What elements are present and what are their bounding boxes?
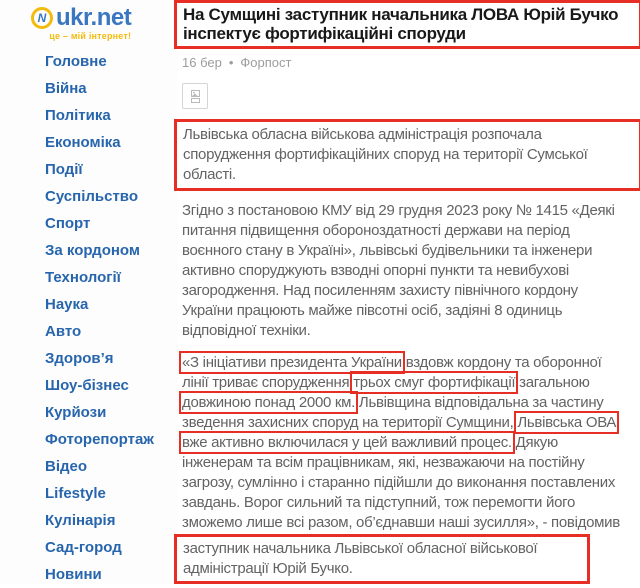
brand-logo[interactable] — [31, 6, 131, 41]
article-source-link[interactable]: Форпост — [240, 55, 292, 70]
article-line: зможемо лише всі разом, об’єднавши наші зусилля», - повідомив — [182, 514, 620, 531]
sidebar-item[interactable]: Кулінарія — [45, 512, 116, 529]
sidebar-item[interactable]: Фоторепортаж — [45, 431, 154, 448]
article-line: воєнного стану в Україні», львівські будівельники та інженери — [182, 242, 593, 259]
article-meta — [180, 55, 640, 71]
annotation-highlight: Львівська ОВА — [517, 414, 617, 431]
sidebar-item[interactable]: Авто — [45, 323, 82, 340]
article-paragraph — [182, 353, 640, 584]
sidebar-item[interactable]: Війна — [45, 80, 87, 97]
article-line: питання підвищення обороноздатності держави на період — [182, 222, 570, 239]
sidebar-item[interactable]: Події — [45, 161, 83, 178]
sidebar — [0, 0, 178, 584]
article-paragraph — [182, 201, 640, 341]
sidebar-item[interactable]: Lifestyle — [45, 485, 106, 502]
sidebar-item[interactable]: Політика — [45, 107, 111, 124]
sidebar-item[interactable]: Технології — [45, 269, 121, 286]
sidebar-item[interactable]: Здоров’я — [45, 350, 114, 367]
brand-logo-icon — [31, 7, 53, 29]
sidebar-item[interactable]: Наука — [45, 296, 89, 313]
annotation-highlight: «З ініціативи президента України — [182, 354, 402, 371]
lead-paragraph — [174, 119, 640, 191]
lead-line: Львівська обласна військова адміністрація розпочала — [183, 126, 542, 143]
article-line: загородження. Над посиленням захисту північного кордону — [182, 282, 578, 299]
article-line: Згідно з постановою КМУ від 29 грудня 2023 року № 1415 «Деякі — [182, 202, 615, 219]
article — [180, 0, 640, 584]
article-line: інженерам та всім працівникам, які, незважаючи на постійну — [182, 454, 585, 471]
article-title — [174, 0, 640, 49]
article-line: лінії триває спорудження трьох смуг фортифікації загальною — [182, 374, 590, 391]
article-line: завдань. Ворог сильний та підступний, тож перемогти його — [182, 494, 576, 511]
article-line: вже активно включилася у цей важливий процес. Дякую — [182, 434, 558, 451]
article-date: 16 бер — [182, 55, 222, 70]
article-line: України працюють майже півсотні осіб, задіяні 8 одиниць — [182, 302, 563, 319]
sidebar-item[interactable]: Спорт — [45, 215, 91, 232]
article-body — [180, 201, 640, 584]
sidebar-nav — [45, 48, 154, 588]
lead-line: спорудження фортифікаційних споруд на території Сумської — [183, 146, 588, 163]
article-line: довжиною понад 2000 км. Львівщина відповідальна за частину — [182, 394, 604, 411]
annotation-highlight: трьох смуг фортифікації — [353, 374, 516, 391]
sidebar-item[interactable]: Суспільство — [45, 188, 138, 205]
sidebar-item[interactable]: Відео — [45, 458, 88, 475]
sidebar-item[interactable]: Новини — [45, 566, 102, 583]
brand-monogram: N — [37, 11, 47, 25]
sidebar-item[interactable]: Сад-город — [45, 539, 122, 556]
article-line: активно споруджують взводні опорні пункти та невибухові — [182, 262, 569, 279]
annotation-highlight: вже активно включилася у цей важливий процес. — [182, 434, 512, 451]
sidebar-item[interactable]: Економіка — [45, 134, 121, 151]
article-line: зведення захисних споруд на території Сумщини, Львівська ОВА — [182, 414, 617, 431]
sidebar-item[interactable]: Головне — [45, 53, 107, 70]
brand-logo-text: ukr.net — [56, 4, 132, 31]
title-line: інспектує фортифікаційні споруди — [183, 24, 466, 43]
annotation-box-attribution — [174, 534, 590, 584]
article-line: заступник начальника Львівської обласної військової — [183, 540, 538, 557]
broken-image-icon — [182, 83, 208, 109]
article-line: загрозу, сумлінно і старанно підійшли до виконання поставлених — [182, 474, 616, 491]
sidebar-item[interactable]: Курйози — [45, 404, 107, 421]
lead-line: області. — [183, 166, 236, 183]
article-line: відповідної техніки. — [182, 322, 311, 339]
article-line: адміністрації Юрій Бучко. — [183, 560, 353, 577]
brand-tagline: це – мій інтернет! — [49, 31, 132, 41]
meta-separator-dot: • — [228, 55, 234, 70]
title-line: На Сумщині заступник начальника ЛОВА Юрій Бучко — [183, 5, 619, 24]
sidebar-item[interactable]: Шоу-бізнес — [45, 377, 129, 394]
article-line: «З ініціативи президента України вздовж кордону та оборонної — [182, 354, 602, 371]
sidebar-item[interactable]: За кордоном — [45, 242, 140, 259]
annotation-highlight: довжиною понад 2000 км. — [182, 394, 356, 411]
